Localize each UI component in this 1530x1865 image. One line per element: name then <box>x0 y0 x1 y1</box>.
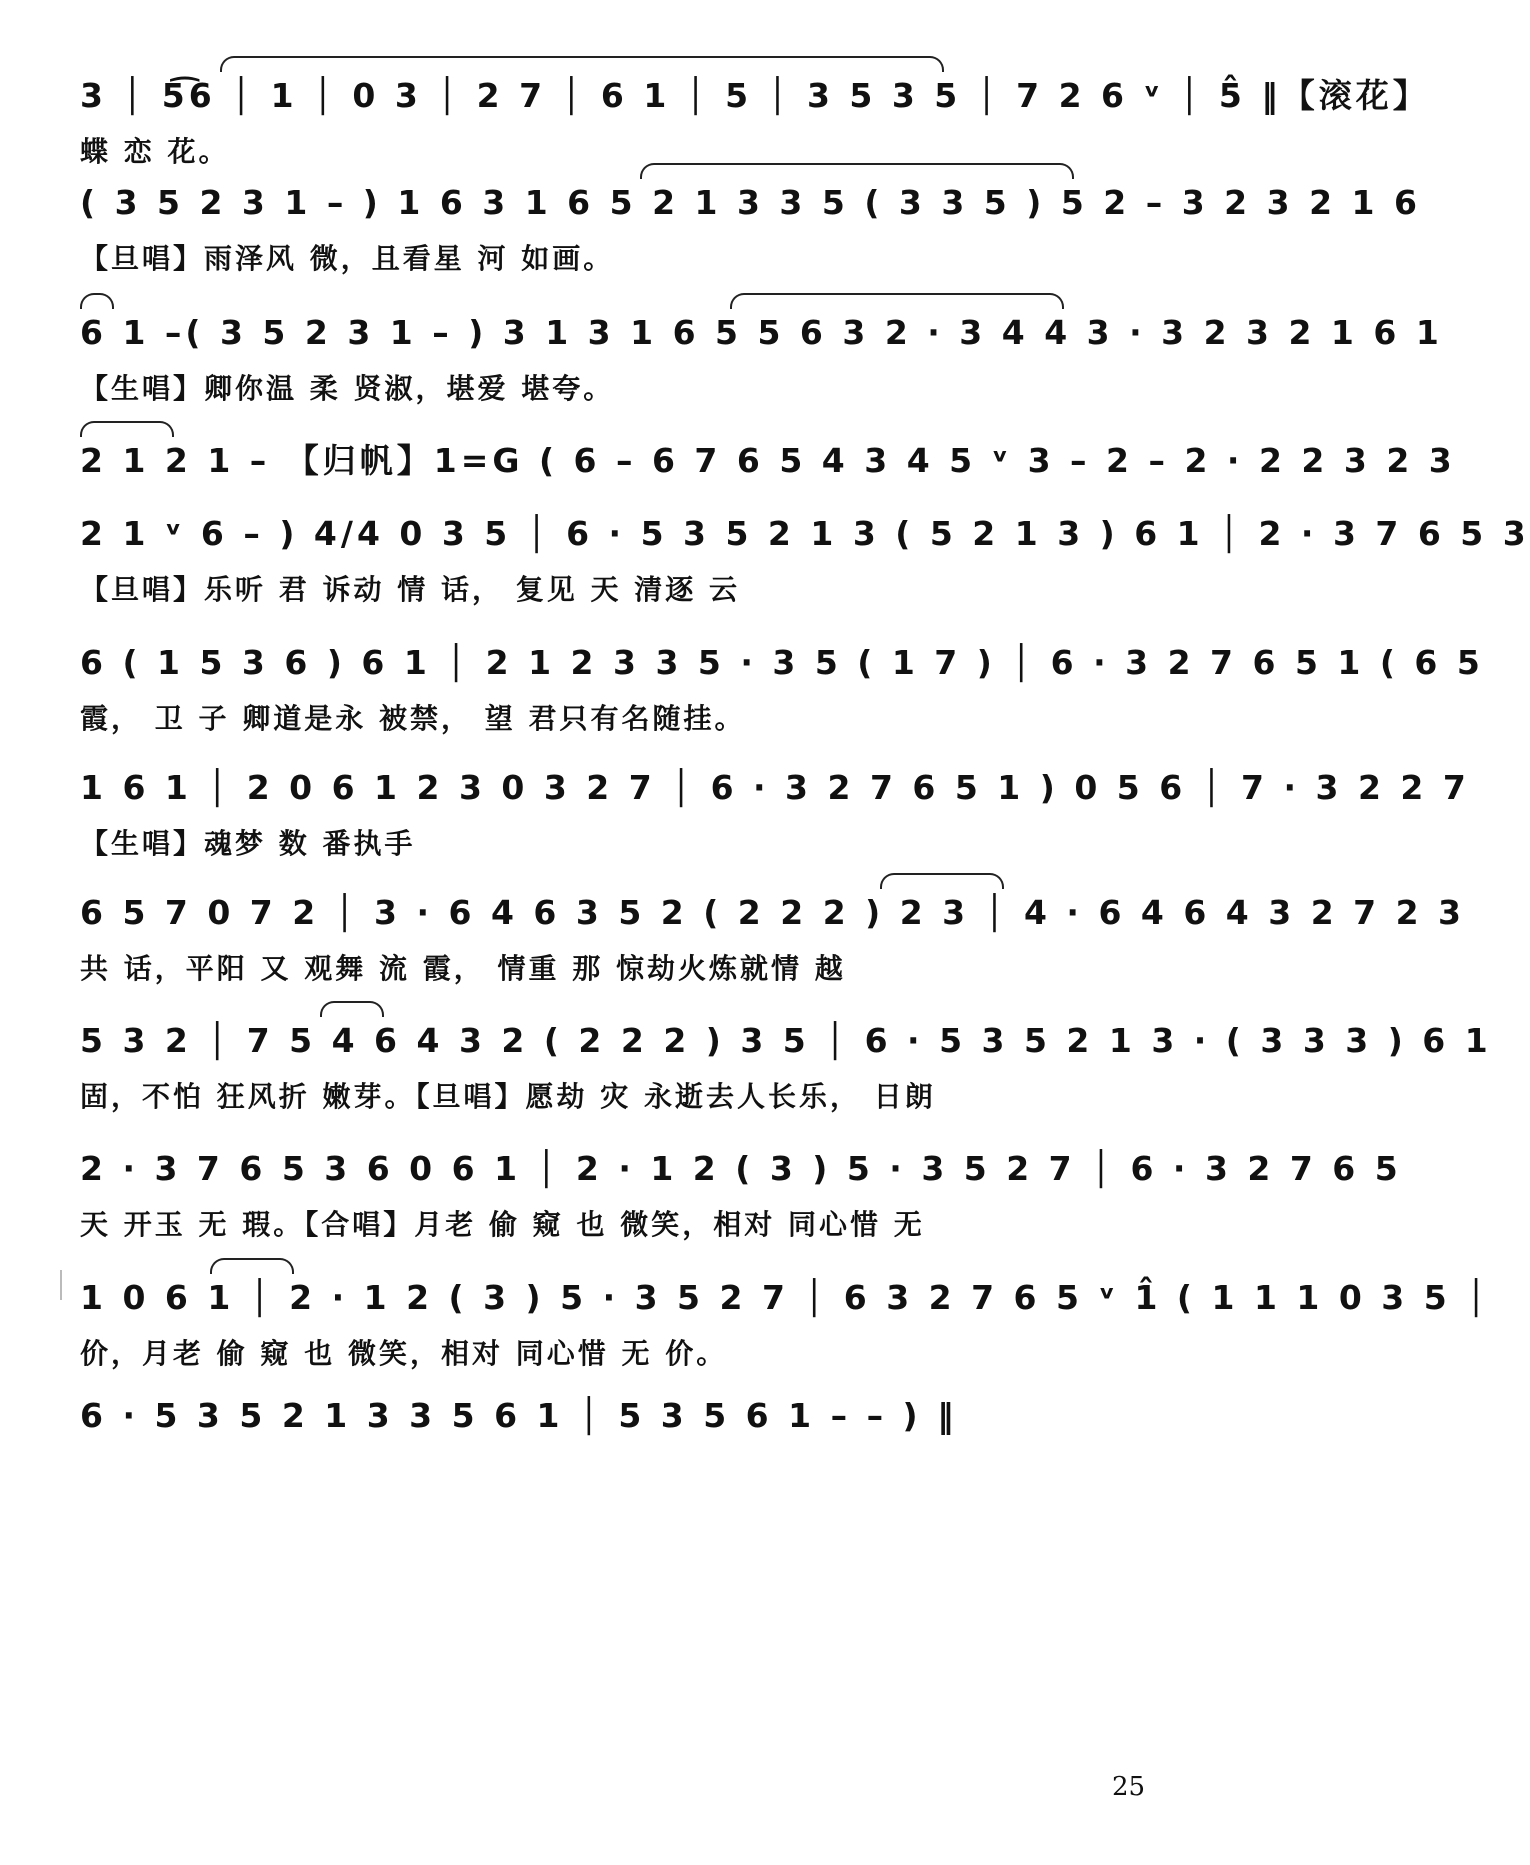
lyrics-line: 【生唱】卿你温 柔 贤淑，堪爱 堪夸。 <box>80 372 615 405</box>
notation-line: 1 0 6 1 │ 2 · 1 2 ( 3 ) 5 · 3 5 2 7 │ 6 3 2 7 6 5 ᵛ 1̂ ( 1 1 1 0 3 5 │ <box>80 1278 1491 1317</box>
lyrics-line: 价，月老 偷 窥 也 微笑，相对 同心惜 无 价。 <box>80 1337 728 1370</box>
notation-line: ( 3 5 2 3 1 – ) 1 6 3 1 6 5 2 1 3 3 5 ( 3 3 5 ) 5 2 – 3 2 3 2 1 6 <box>80 183 1421 222</box>
lyrics-line <box>80 1452 1195 1492</box>
notation-line: 2 · 3 7 6 5 3 6 0 6 1 │ 2 · 1 2 ( 3 ) 5 · 3 5 2 7 │ 6 · 3 2 7 6 5 <box>80 1149 1402 1188</box>
notation-line: 1 6 1 │ 2 0 6 1 2 3 0 3 2 7 │ 6 · 3 2 7 6 5 1 ) 0 5 6 │ 7 · 3 2 2 7 <box>80 768 1470 807</box>
notation-line: 6 ( 1 5 3 6 ) 6 1 │ 2 1 2 3 3 5 · 3 5 ( 1 7 ) │ 6 · 3 2 7 6 5 1 ( 6 5 <box>80 643 1484 682</box>
notation-line: 6 1 –( 3 5 2 3 1 – ) 3 1 3 1 6 5 5 6 3 2 · 3 4 4 3 · 3 2 3 2 1 6 1 <box>80 313 1443 352</box>
score-system <box>80 1272 1491 1402</box>
lyrics-line: 【旦唱】雨泽风 微，且看星 河 如画。 <box>80 242 615 275</box>
lyrics-line: 天 开玉 无 瑕。【合唱】月老 偷 窥 也 微笑，相对 同心惜 无 <box>80 1208 925 1241</box>
lyrics-line: 蝶 恋 花。 <box>80 135 230 168</box>
lyrics-line: 共 话，平阳 又 观舞 流 霞， 情重 那 惊劫火炼就情 越 <box>80 952 846 985</box>
notation-line: 3 │ 5͡6 │ 1 │ 0 3 │ 2 7 │ 6 1 │ 5 │ 3 5 3 5 │ 7 2 6 ᵛ │ 5̂ ‖【滚花】 <box>80 76 1430 115</box>
notation-line: 2 1 ᵛ 6 – ) 4/4 0 3 5 │ 6 · 5 3 5 2 1 3 ( 5 2 1 3 ) 6 1 │ 2 · 3 7 6 5 3 <box>80 514 1530 553</box>
score-system <box>80 177 1421 307</box>
lyrics-line: 霞， 卫 子 卿道是永 被禁， 望 君只有名随挂。 <box>80 702 746 735</box>
notation-line: 6 5 7 0 7 2 │ 3 · 6 4 6 3 5 2 ( 2 2 2 ) 2 3 │ 4 · 6 4 6 4 3 2 7 2 3 <box>80 893 1466 932</box>
notation-line: 5 3 2 │ 7 5 4 6 4 3 2 ( 2 2 2 ) 3 5 │ 6 · 5 3 5 2 1 3 · ( 3 3 3 ) 6 1 <box>80 1021 1492 1060</box>
score-system <box>80 762 1470 892</box>
notation-line: 6 · 5 3 5 2 1 3 3 5 6 1 │ 5 3 5 6 1 – – ) ‖ <box>80 1396 958 1435</box>
score-system <box>80 887 1466 1017</box>
lyrics-line: 固，不怕 狂风折 嫩芽。【旦唱】愿劫 灾 永逝去人长乐， 日朗 <box>80 1080 936 1113</box>
score-system <box>80 508 1530 638</box>
lyrics-line: 【旦唱】乐听 君 诉动 情 话， 复见 天 清逐 云 <box>80 573 740 606</box>
notation-line: 2 1 2 1 – 【归帆】1=G ( 6 – 6 7 6 5 4 3 4 5 ᵛ 3 – 2 – 2 · 2 2 3 2 3 <box>80 441 1456 480</box>
score-system <box>80 1390 1195 1520</box>
lyrics-line: 【生唱】魂梦 数 番执手 <box>80 827 416 860</box>
score-system <box>80 1015 1492 1145</box>
margin-mark <box>60 1270 62 1300</box>
score-system <box>80 1143 1402 1273</box>
page-number: 25 <box>1112 1772 1146 1802</box>
score-system <box>80 637 1484 767</box>
score-system <box>80 307 1443 437</box>
